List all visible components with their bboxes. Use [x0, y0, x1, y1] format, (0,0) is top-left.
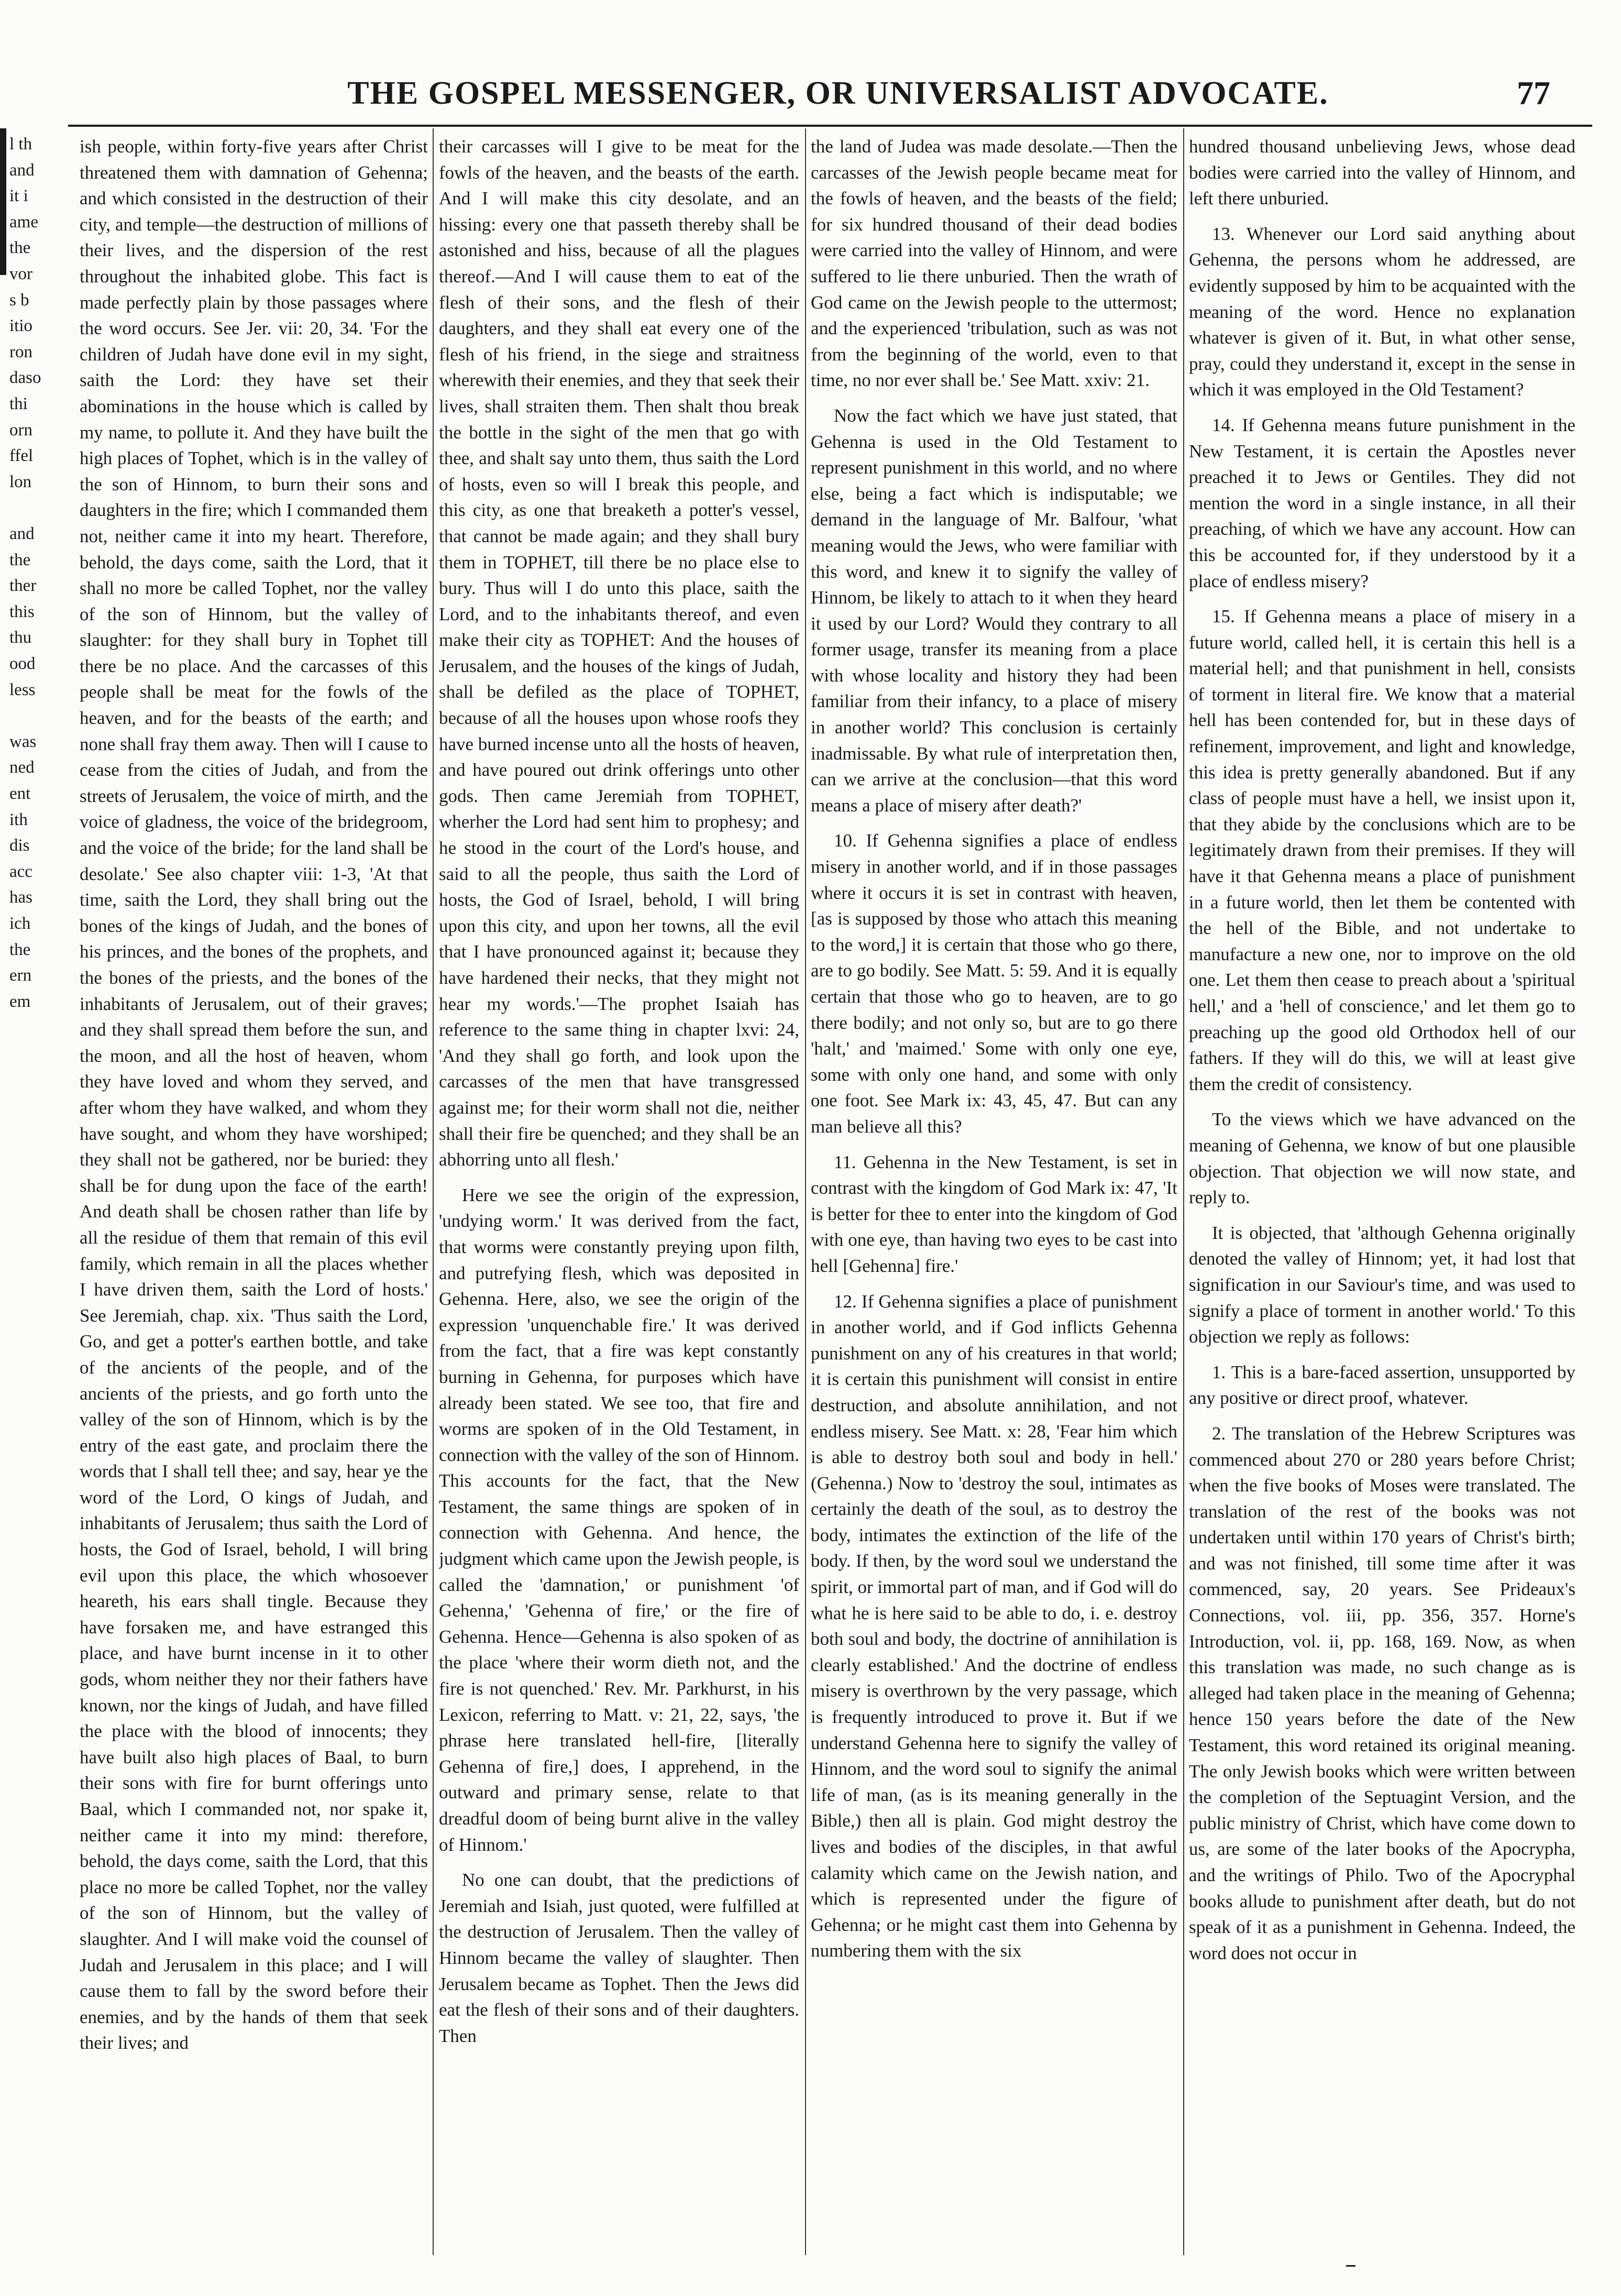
paragraph: Now the fact which we have just stated, that Gehenna is used in the Old Testament to represent punishment in this world, and no where else, being a fact which is indisputable; we demand in the language of Mr. Balfour, 'what meaning would the Jews, who were familiar with this word, and knew it to signify the valley of Hinnom, be likely to attach to it when they heard it used by our Lord? Would they contrary to all former usage, transfer its meaning from a place with whose locality and history they had been familiar from their infancy, to a place of misery in another world? This conclusion is certainly inadmissable. By what rule of interpretation then, can we arrive at the conclusion—that this word means a place of misery after death?'	[811, 405, 1177, 816]
column-rule	[805, 128, 806, 2255]
header-rule	[68, 125, 1592, 127]
margin-fragment: and	[9, 524, 35, 543]
page-number: 77	[1517, 74, 1550, 112]
paragraph: the land of Judea was made desolate.—Then the carcasses of the Jewish people became meat for the fowls of heaven, and the beasts of the field; for six hundred thousand of their dead bodies were carried into the valley of Hinnom, and were suffered to lie there unburied. Then the wrath of God came on the Jewish people to the uttermost; and the experienced 'tribulation, such as was not from the beginning of the world, even to that time, no nor ever shall be.' See Matt. xxiv: 21.	[811, 136, 1177, 391]
margin-fragment: the	[9, 940, 31, 959]
text-column-1	[80, 134, 428, 2255]
margin-fragment: ent	[9, 784, 31, 803]
page-header	[79, 67, 1597, 125]
paragraph: It is objected, that 'although Gehenna originally denoted the valley of Hinnom; yet, it had lost that signification in our Saviour's time, and was used to signify a place of torment in another world.' To this objection we reply as follows:	[1189, 1222, 1575, 1347]
paragraph: 13. Whenever our Lord said anything about Gehenna, the persons whom he addressed, are evidently supposed by him to be acquainted with the meaning of the word. Hence no explanation whatever is given of it. But, in what other sense, pray, could they understand it, except in the sense in which it was employed in the Old Testament?	[1189, 223, 1575, 400]
margin-fragment: the	[9, 238, 31, 258]
margin-fragment: was	[9, 732, 37, 751]
margin-fragment: this	[9, 602, 35, 621]
binding-bar	[0, 128, 6, 275]
paragraph: Here we see the origin of the expression, 'undying worm.' It was derived from the fact, that worms were constantly preying upon filth, and putrefying flesh, which was deposited in Gehenna. Here, also, we see the origin of the expression 'unquenchable fire.' It was derived from the fact, that a fire was kept constantly burning in Gehenna, for purposes which have already been stated. We see too, that fire and worms are spoken of in the Old Testament, in connection with the valley of the son of Hinnom. This accounts for the fact, that the New Testament, the same things are spoken of in connection with Gehenna. And hence, the judgment which came upon the Jewish people, is called the 'damnation,' or punishment 'of Gehenna,' 'Gehenna of fire,' or the fire of Gehenna. Hence—Gehenna is also spoken of as the place 'where their worm dieth not, and the fire is not quenched.' Rev. Mr. Parkhurst, in his Lexicon, referring to Matt. v: 21, 22, says, 'the phrase here translated hell-fire, [literally Gehenna of fire,] does, I apprehend, in the outward and primary sense, relate to that dreadful doom of being burnt alive in the valley of Hinnom.'	[439, 1184, 799, 1855]
margin-fragment: and	[9, 160, 35, 180]
margin-fragment: thi	[9, 394, 28, 413]
margin-fragment: itio	[9, 316, 33, 336]
margin-fragment: thu	[9, 628, 32, 647]
running-title: THE GOSPEL MESSENGER, OR UNIVERSALIST ADVOCATE.	[347, 75, 1329, 111]
margin-fragment: ern	[9, 966, 32, 985]
paragraph: 2. The translation of the Hebrew Scriptures was commenced about 270 or 280 years before Christ; when the five books of Moses were translated. The translation of the rest of the books was not undertaken until within 170 years of Christ's birth; and was not finished, till some time after it was commenced, say, 20 years. See Prideaux's Connections, vol. iii, pp. 356, 357. Horne's Introduction, vol. ii, pp. 168, 169. Now, as when this translation was made, no such change as is alleged had taken place in the meaning of Gehenna; hence 150 years before the date of the New Testament, this word retained its original meaning. The only Jewish books which were written between the completion of the Septuagint Version, and the public ministry of Christ, which have come down to us, are some of the later books of the Apocrypha, and the writings of Philo. Two of the Apocryphal books allude to punishment after death, but do not speak of it as a punishment in Gehenna. Indeed, the word does not occur in	[1189, 1423, 1575, 1963]
margin-fragment: the	[9, 550, 31, 569]
margin-fragment: em	[9, 992, 31, 1011]
paragraph: hundred thousand unbelieving Jews, whose dead bodies were carried into the valley of Hinnom, and left there unburied.	[1189, 136, 1575, 209]
adjacent-page-edge	[0, 128, 63, 2255]
paragraph: 1. This is a bare-faced assertion, unsupported by any positive or direct proof, whatever.	[1189, 1361, 1575, 1409]
margin-fragment: vor	[9, 265, 32, 283]
footer-dash	[1346, 2265, 1355, 2267]
paragraph: their carcasses will I give to be meat for the fowls of the heaven, and the beasts of the earth. And I will make this city desolate, and an hissing: every one that passeth thereby shall be astonished and hiss, because of all the plagues thereof.—And I will cause them to eat of the flesh of their sons, and the flesh of their daughters, and they shall eat every one of the flesh of his friend, in the siege and straitness wherewith their enemies, and they that seek their lives, shall straiten them. Then shalt thou break the bottle in the sight of the men that go with thee, and shalt say unto them, thus saith the Lord of hosts, even so will I break this people, and this city, as one that breaketh a potter's vessel, that cannot be made again; and they shall bury them in TOPHET, till there be no place else to bury. Thus will I do unto this place, saith the Lord, and to the inhabitants thereof, and even make their city as TOPHET: And the houses of Jerusalem, and the houses of the kings of Judah, shall be defiled as the place of TOPHET, because of all the houses upon whose roofs they have burned incense unto all the hosts of heaven, and have poured out drink offerings unto other gods. Then came Jeremiah from TOPHET, wherher the Lord had sent him to prophesy; and he stood in the court of the Lord's house, and said to all the people, thus saith the Lord of hosts, the God of Israel, behold, I will bring upon this city, and upon her towns, all the evil that I have pronounced against it; because they have hardened their necks, that they might not hear my words.'—The prophet Isaiah has reference to the same thing in chapter lxvi: 24, 'And they shall go forth, and look upon the carcasses of the men that have transgressed against me; for their worm shall not die, neither shall their fire be quenched; and they shall be an abhorring unto all flesh.'	[439, 136, 799, 1170]
margin-fragment: ther	[9, 576, 37, 596]
paragraph: 14. If Gehenna means future punishment in the New Testament, it is certain the Apostles never preached it to Jews or Gentiles. They did not mention the word in a single instance, in all their preaching, of which we have any account. How can this be accounted for, if they understood by it a place of endless misery?	[1189, 414, 1575, 591]
margin-fragment: s b	[9, 290, 29, 310]
paragraph: 12. If Gehenna signifies a place of punishment in another world, and if God inflicts Gehenna punishment on any of his creatures in that world; it is certain this punishment will consist in entire destruction, and absolute annihilation, and not endless misery. See Matt. x: 28, 'Fear him which is able to destroy both soul and body in hell.' (Gehenna.) Now to 'destroy the soul, intimates as certainly the death of the soul, as to destroy the body, intimates the extinction of the life of the body. If then, by the word soul we understand the spirit, or immortal part of man, and if God will do what he is here said to be able to do, i. e. destroy both soul and body, the doctrine of annihilation is clearly established.' And the doctrine of endless misery is overthrown by the very passage, which is frequently introduced to prove it. But if we understand Gehenna here to signify the valley of Hinnom, and the word soul to signify the animal life of man, (as is its meaning generally in the Bible,) then all is plain. God might destroy the lives and bodies of the disciples, in that awful calamity which came on the Jewish nation, and which is represented under the figure of Gehenna; or he might cast them into Gehenna by numbering them with the six	[811, 1291, 1177, 1961]
margin-fragment: ood	[9, 654, 36, 673]
margin-fragment: ame	[9, 212, 38, 232]
margin-fragment: has	[9, 888, 32, 907]
paragraph: 11. Gehenna in the New Testament, is set in contrast with the kingdom of God Mark ix: 47, 'It is better for thee to enter into the kingdom of God with one eye, than having two eyes to be cast into hell [Gehenna] fire.'	[811, 1151, 1177, 1276]
text-column-3	[811, 134, 1177, 2255]
paragraph: No one can doubt, that the predictions of Jeremiah and Isiah, just quoted, were fulfilled at the destruction of Jerusalem. Then the valley of Hinnom became the valley of slaughter. Then Jerusalem became as Tophet. Then the Jews did eat the flesh of their sons and of their daughters. Then	[439, 1870, 799, 2046]
margin-fragment: acc	[9, 862, 32, 881]
paragraph: To the views which we have advanced on the meaning of Gehenna, we know of but one plausible objection. That objection we will now state, and reply to.	[1189, 1109, 1575, 1208]
margin-fragment: ich	[9, 914, 31, 933]
margin-fragment: ith	[9, 810, 28, 829]
paragraph: ish people, within forty-five years after Christ threatened them with damnation of Gehenna; and which consisted in the destruction of their city, and temple—the destruction of millions of their lives, and the dispersion of the rest throughout the inhabited globe. This fact is made perfectly plain by those passages where the word occurs. See Jer. vii: 20, 34. 'For the children of Judah have done evil in my sight, saith the Lord: they have set their abominations in the house which is called by my name, to pollute it. And they have built the high places of Tophet, which is in the valley of the son of Hinnom, to burn their sons and daughters in the fire; which I commanded them not, neither came it into my heart. Therefore, behold, the days come, saith the Lord, that it shall no more be called Tophet, nor the valley of the son of Hinnom, but the valley of slaughter: for they shall bury in Tophet till there be no place. And the carcasses of this people shall be meat for the fowls of the heaven, and for the beasts of the earth; and none shall fray them away. Then will I cause to cease from the cities of Judah, and from the streets of Jerusalem, the voice of mirth, and the voice of gladness, the voice of the bridegroom, and the voice of the bride; for the land shall be desolate.' See also chapter viii: 1-3, 'At that time, saith the Lord, they shall bring out the bones of the kings of Judah, and the bones of his princes, and the bones of the prophets, and the bones of the priests, and the bones of the inhabitants of Jerusalem, out of their graves; and they shall spread them before the sun, and the moon, and all the host of heaven, whom they have loved and whom they served, and after whom they have walked, and whom they have sought, and whom they have worshiped; they shall not be gathered, nor be buried: they shall be for dung upon the face of the earth! And death shall be chosen rather than life by all the residue of them that remain of this evil family, which remain in all the places whether I have driven them, saith the Lord of hosts.' See Jeremiah, chap. xix. 'Thus saith the Lord, Go, and get a potter's earthen bottle, and take of the ancients of the people, and of the ancients of the priests, and go forth unto the valley of the son of Hinnom, which is by the entry of the east gate, and proclaim there the words that I shall tell thee; and say, hear ye the word of the Lord, O kings of Judah, and inhabitants of Jerusalem; thus saith the Lord of hosts, the God of Israel, behold, I will bring evil upon this place, the which whosoever heareth, his ears shall tingle. Because they have forsaken me, and have estranged this place, and have burnt incense in it to other gods, whom neither they nor their fathers have known, nor the kings of Judah, and have filled the place with the blood of innocents; they have built also high places of Baal, to burn their sons with fire for burnt offerings unto Baal, which I commanded not, nor spake it, neither came it into my mind: therefore, behold, the days come, saith the Lord, that this place no more be called Tophet, nor the valley of the son of Hinnom, but the valley of slaughter. And I will make void the counsel of Judah and Jerusalem in this place; and I will cause them to fall by the sword before their enemies, and by the hands of them that seek their lives; and	[80, 136, 428, 2053]
paragraph: 10. If Gehenna signifies a place of endless misery in another world, and if in those passages where it occurs it is set in contrast with heaven, [as is supposed by those who attach this meaning to the word,] it is certain that those who go there, are to go bodily. See Matt. 5: 59. And it is equally certain that those who go to heaven, are to go there bodily; and not only so, but are to go there 'halt,' and 'maimed.' Some with only one eye, some with only one hand, and some with only one foot. See Mark ix: 43, 45, 47. But can any man believe all this?	[811, 830, 1177, 1137]
margin-fragment: dis	[9, 836, 30, 855]
margin-fragment: ron	[9, 342, 32, 361]
margin-fragment: it i	[9, 186, 28, 206]
margin-fragment: orn	[9, 420, 32, 440]
margin-fragment: lon	[9, 472, 32, 491]
margin-fragment: l th	[9, 135, 32, 153]
column-rule	[1183, 128, 1184, 2255]
text-column-2	[439, 134, 799, 2255]
text-column-4	[1189, 134, 1575, 2255]
margin-fragment: daso	[9, 368, 41, 388]
margin-fragment: less	[9, 680, 36, 699]
margin-fragment: ffel	[9, 446, 34, 466]
column-rule	[433, 128, 434, 2255]
paragraph: 15. If Gehenna means a place of misery in a future world, called hell, it is certain this hell is a material hell; and that punishment in hell, consists of torment in literal fire. We know that a material hell has been contended for, but in these days of refinement, improvement, and light and knowledge, this idea is pretty generally abandoned. But if any class of people must have a hell, we insist upon it, that they abide by the conclusions which are to be legitimately drawn from their premises. If they will have it that Gehenna means a place of punishment in a future world, then let them be contented with the hell of the Bible, and not undertake to manufacture a new one, nor to improve on the old one. Let them then cease to preach about a 'spiritual hell,' and a 'hell of conscience,' and let them go to preaching up the good old Orthodox hell of our fathers. If they will do this, we will at least give them the credit of consistency.	[1189, 606, 1575, 1094]
margin-fragment: ned	[9, 758, 35, 777]
